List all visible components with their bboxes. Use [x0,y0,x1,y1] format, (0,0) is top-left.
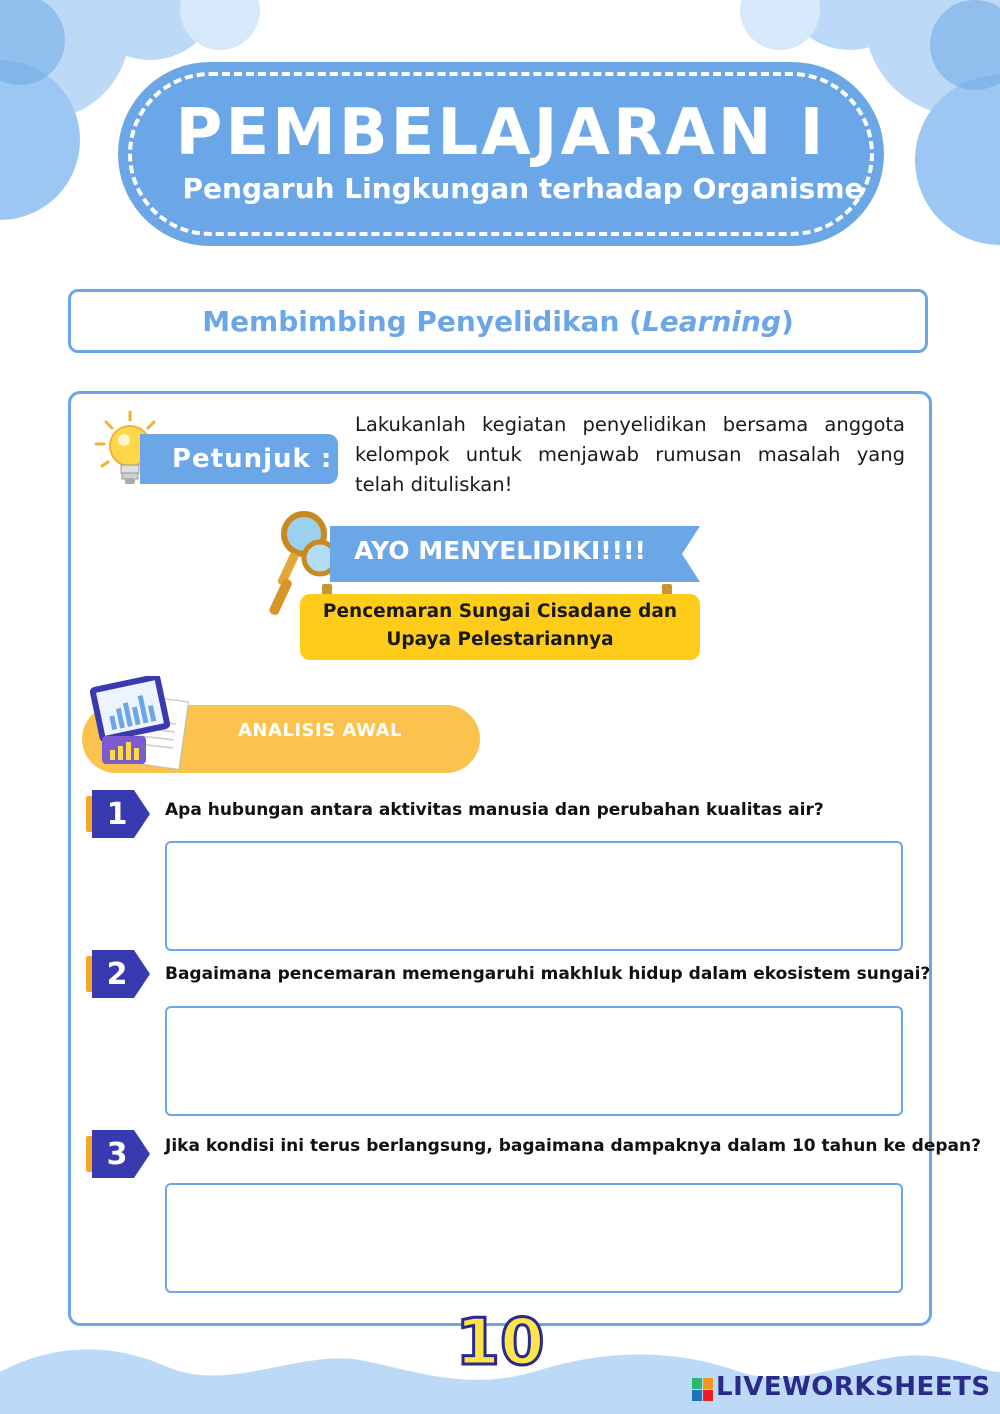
phase-label-prefix: Membimbing Penyelidikan ( [202,304,642,338]
page-subtitle: Pengaruh Lingkungan terhadap Organisme [182,172,864,205]
data-analysis-icon [90,676,190,772]
page-number: 10 [455,1306,545,1380]
page-title: PEMBELAJARAN I [175,96,827,170]
answer-field[interactable] [165,1183,903,1293]
question-text: Bagaimana pencemaran memengaruhi makhluk hidup dalam ekosistem sungai? [165,964,931,984]
topic-box [300,594,700,660]
topic-line-2: Upaya Pelestariannya [386,629,614,650]
analysis-section-label: ANALISIS AWAL [237,720,403,741]
answer-field[interactable] [165,1006,903,1116]
topic-line-1: Pencemaran Sungai Cisadane dan [322,601,678,622]
instructions-text: Lakukanlah kegiatan penyelidikan bersama anggota kelompok untuk menjawab rumusan masalah yang telah dituliskan! [355,413,905,496]
question-text: Apa hubungan antara aktivitas manusia dan perubahan kualitas air? [165,800,824,820]
answer-field[interactable] [165,841,903,951]
phase-label-italic: Learning [641,304,781,338]
question-number-badge [86,790,156,838]
question-text: Jika kondisi ini terus berlangsung, bagaimana dampaknya dalam 10 tahun ke depan? [165,1136,981,1156]
question-number-badge [86,950,156,998]
question-number: 3 [106,1136,128,1172]
phase-label-suffix: ) [780,304,794,338]
question-number: 1 [106,796,128,832]
liveworksheets-logo-icon [692,1378,714,1402]
question-number-badge [86,1130,156,1178]
learning-phase-box [68,289,928,353]
question-number: 2 [106,956,128,992]
instructions-tab: Petunjuk : [140,434,338,484]
investigate-banner-text: AYO MENYELIDIKI!!!! [354,536,646,565]
liveworksheets-brand[interactable]: LIVEWORKSHEETS [716,1372,991,1402]
